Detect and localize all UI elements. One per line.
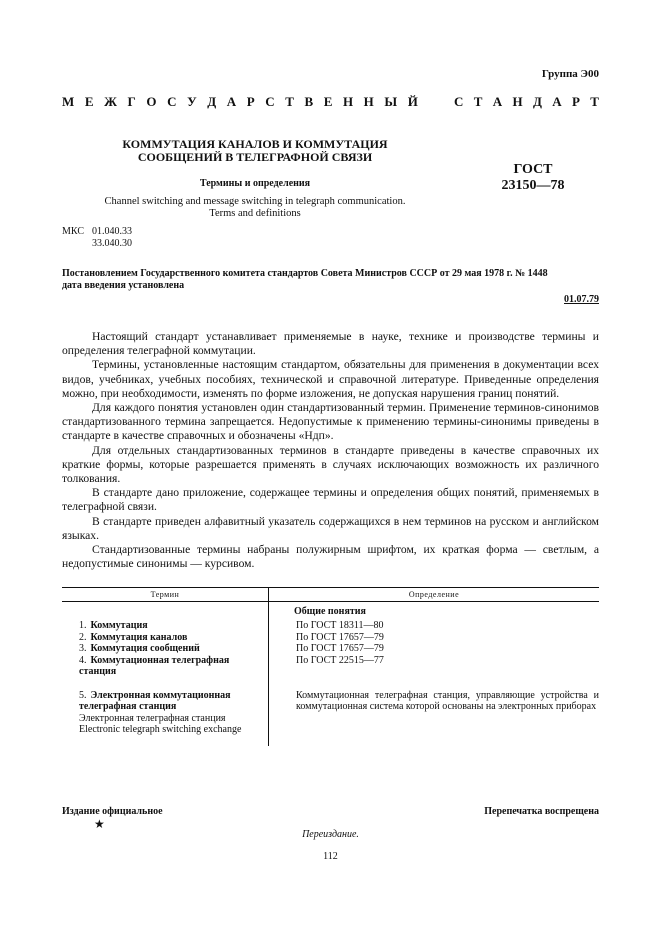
term-name: Коммутация сообщений	[90, 643, 200, 655]
banner-word-interstate: М Е Ж Г О С У Д А Р С Т В Е Н Н Ы Й	[62, 94, 418, 109]
banner-word-standard: С Т А Н Д А Р Т	[454, 94, 599, 109]
english-title	[70, 196, 440, 220]
table-section-heading: Общие понятия	[294, 606, 366, 617]
intro-paragraph: Для каждого понятия установлен один стандартизованный термин. Применение терминов-синонимов стандартизованного термина запрещается. Недопустимые к применению термины-синонимы приведены в стандарте в качестве справочных и обозначены «Ндп».	[62, 401, 599, 443]
term-name: Коммутационная телеграфная станция	[79, 654, 230, 678]
term-name: Электронная коммутационная телеграфная станция	[79, 689, 231, 713]
term-name: Коммутация	[90, 620, 148, 631]
introduction-date: 01.07.79	[564, 294, 599, 305]
mks-label: МКС	[62, 226, 84, 237]
english-title-line-1: Channel switching and message switching in telegraph communication.	[104, 196, 406, 207]
term-column	[79, 620, 261, 736]
official-edition-note: Издание официальное	[62, 806, 163, 817]
table-row-definition: По ГОСТ 17657—79	[296, 643, 384, 655]
table-row-definition: По ГОСТ 22515—77	[296, 654, 384, 666]
reissue-note: Переиздание.	[302, 829, 359, 840]
group-code: Группа Э00	[541, 68, 599, 80]
table-row-term	[79, 655, 261, 678]
standard-banner	[62, 94, 599, 110]
gost-number: 23150—78	[501, 178, 565, 193]
intro-paragraph: В стандарте приведен алфавитный указатель содержащихся в нем терминов на русском и английском языках.	[62, 514, 599, 542]
table-row-term	[79, 690, 261, 736]
intro-paragraph: В стандарте дано приложение, содержащее термины и определения общих понятий, применяемых в телеграфной связи.	[62, 486, 599, 514]
mks-code: 33.040.30	[91, 238, 132, 249]
table-header	[62, 588, 599, 601]
english-title-line-2: Terms and definitions	[209, 208, 301, 219]
decree-line-2: дата введения установлена	[62, 280, 185, 291]
term-number: 3.	[79, 643, 87, 655]
mks-classification	[62, 226, 132, 250]
intro-paragraph: Для отдельных стандартизованных терминов в стандарте приведены в качестве справочных их краткие формы, которые разрешается применять в случаях исключающих возможность их различного толкования.	[62, 443, 599, 486]
term-number: 5.	[79, 689, 87, 701]
reprint-prohibited-note: Перепечатка воспрещена	[484, 806, 599, 817]
decree-statement	[62, 268, 599, 292]
gost-label: ГОСТ	[513, 162, 553, 177]
star-icon: ★	[94, 817, 105, 831]
intro-paragraph: Настоящий стандарт устанавливает применяемые в науке, технике и производстве термины и определения телеграфной коммутации.	[62, 330, 599, 358]
term-english-equivalent: Electronic telegraph switching exchange	[79, 724, 242, 736]
table-row-term	[79, 643, 261, 655]
introduction-text	[62, 330, 599, 571]
column-header-term: Термин	[62, 588, 269, 601]
gost-designation	[466, 162, 600, 194]
title-line-2: СООБЩЕНИЙ В ТЕЛЕГРАФНОЙ СВЯЗИ	[137, 150, 373, 164]
term-number: 4.	[79, 654, 87, 666]
document-title	[90, 138, 420, 164]
term-synonym: Электронная телеграфная станция	[79, 712, 226, 724]
document-subtitle: Термины и определения	[199, 178, 311, 189]
table-row-term	[79, 632, 261, 644]
term-name: Коммутация каналов	[90, 631, 188, 643]
mks-code: 01.040.33	[91, 226, 132, 237]
table-row-definition: По ГОСТ 17657—79	[296, 631, 384, 643]
intro-paragraph: Термины, установленные настоящим стандартом, обязательны для применения в документации всех видов, учебниках, учебных пособиях, технической и справочной литературе. Приведенные определения можно, при необходимости, изменять по форме изложения, не допуская нарушения границ понятий.	[62, 358, 599, 400]
column-header-definition: Определение	[408, 590, 460, 599]
term-number: 1.	[79, 620, 87, 631]
table-row-definition: По ГОСТ 18311—80	[296, 620, 384, 631]
table-row-definition: Коммутационная телеграфная станция, управляющие устройства и коммутационная система которой основаны на электронных приборах	[296, 689, 599, 713]
table-row-term	[79, 620, 261, 632]
definition-column	[296, 620, 599, 713]
mks-codes	[92, 226, 132, 250]
table-column-divider	[268, 601, 269, 746]
table-header-rule	[62, 601, 599, 602]
title-line-1: КОММУТАЦИЯ КАНАЛОВ И КОММУТАЦИЯ	[122, 137, 388, 151]
intro-paragraph: Стандартизованные термины набраны полужирным шрифтом, их краткая форма — светлым, а недопустимые синонимы — курсивом.	[62, 543, 599, 571]
decree-line-1: Постановлением Государственного комитета стандартов Совета Министров СССР от 29 мая 1978 г. № 1448	[62, 268, 548, 279]
page-number: 112	[323, 851, 338, 862]
term-number: 2.	[79, 631, 87, 643]
